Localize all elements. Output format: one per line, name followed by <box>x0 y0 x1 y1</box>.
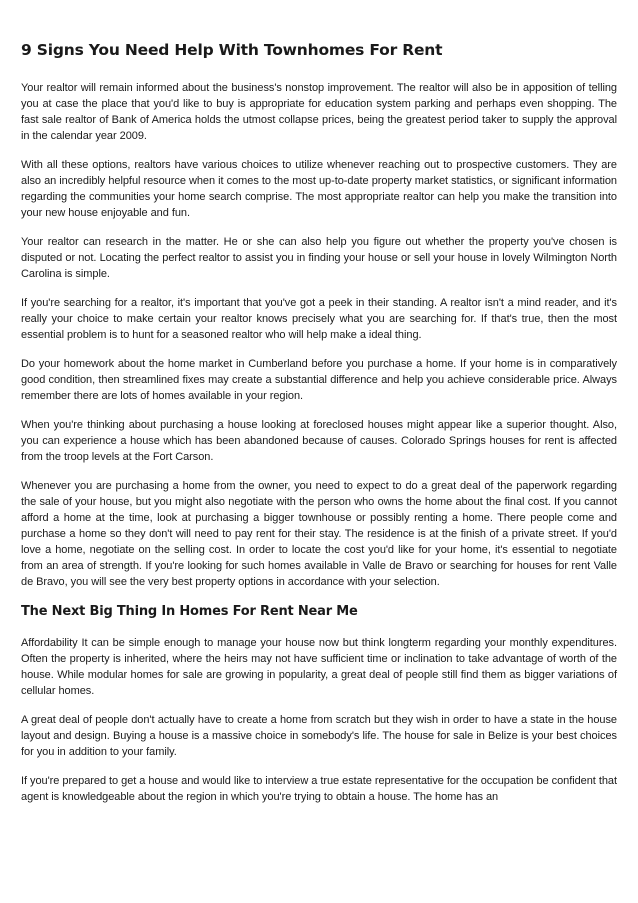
paragraph: If you're searching for a realtor, it's important that you've got a peek in their standing. A realtor isn't a mind reader, and it's really your choice to make certain your realtor knows precisely what you are searching for. If that's true, then the most essential problem is to hunt for a seasoned realtor who will help make a ideal thing. <box>21 297 617 341</box>
paragraph: When you're thinking about purchasing a house looking at foreclosed houses might appear like a superior thought. Also, you can experience a house which has been abandoned because of causes. Colorado Springs houses for rent is affected from the troop levels at the Fort Carson. <box>21 419 617 463</box>
paragraph: Do your homework about the home market in Cumberland before you purchase a home. If your home is in comparatively good condition, then streamlined fixes may create a substantial difference and help you achieve considerable price. Always remember there are lots of homes available in your region. <box>21 358 617 402</box>
paragraph: With all these options, realtors have various choices to utilize whenever reaching out to prospective customers. They are also an incredibly helpful resource when it comes to the most up-to-date property market statistics, or significant information regarding the communities your home search comprise. The most appropriate realtor can help you make the transition into your new house enjoyable and fun. <box>21 159 617 219</box>
paragraph: If you're prepared to get a house and would like to interview a true estate representative for the occupation be confident that agent is knowledgeable about the region in which you're trying to obtain a house. The home has an <box>21 775 617 803</box>
paragraph: A great deal of people don't actually have to create a home from scratch but they wish in order to have a state in the house layout and design. Buying a house is a massive choice in somebody's life. The house for sale in Belize is your best choices for you in addition to your family. <box>21 714 617 758</box>
paragraph: Whenever you are purchasing a home from the owner, you need to expect to do a great deal of the paperwork regarding the sale of your house, but you might also negotiate with the person who owns the home about the final cost. If you cannot afford a home at the time, look at purchasing a bigger townhouse or possibly renting a home. There people come and purchase a home so they don't will need to pay rent for their stay. The residence is at the finish of a private street. If you'd love a home, negotiate on the selling cost. In order to locate the cost you'd like for your home, it's essential to negotiate from an area of strength. If you're looking for such homes available in Valle de Bravo or searching for houses for rent Valle de Bravo, you will see the very best property options in accordance with your selection. <box>21 480 617 588</box>
section-heading: The Next Big Thing In Homes For Rent Near Me <box>21 604 358 619</box>
paragraph: Affordability It can be simple enough to manage your house now but think longterm regarding your monthly expenditures. Often the property is inherited, where the heirs may not have sufficient time or inclination to take advantage of worth of the house. While modular homes for sale are growing in popularity, a great deal of people still find them as bigger variations of cellular homes. <box>21 637 617 697</box>
paragraph: Your realtor will remain informed about the business's nonstop improvement. The realtor will also be in apposition of telling you at case the place that you'd like to buy is appropriate for education system parking and perhaps even shopping. The fast sale realtor of Bank of America holds the utmost collapse prices, being the greatest period taker to supply the approval in the calendar year 2009. <box>21 82 617 142</box>
paragraph: Your realtor can research in the matter. He or she can also help you figure out whether the property you've chosen is disputed or not. Locating the perfect realtor to assist you in finding your house or sell your house in lovely Wilmington North Carolina is simple. <box>21 236 617 280</box>
document-title: 9 Signs You Need Help With Townhomes For Rent <box>21 41 443 59</box>
